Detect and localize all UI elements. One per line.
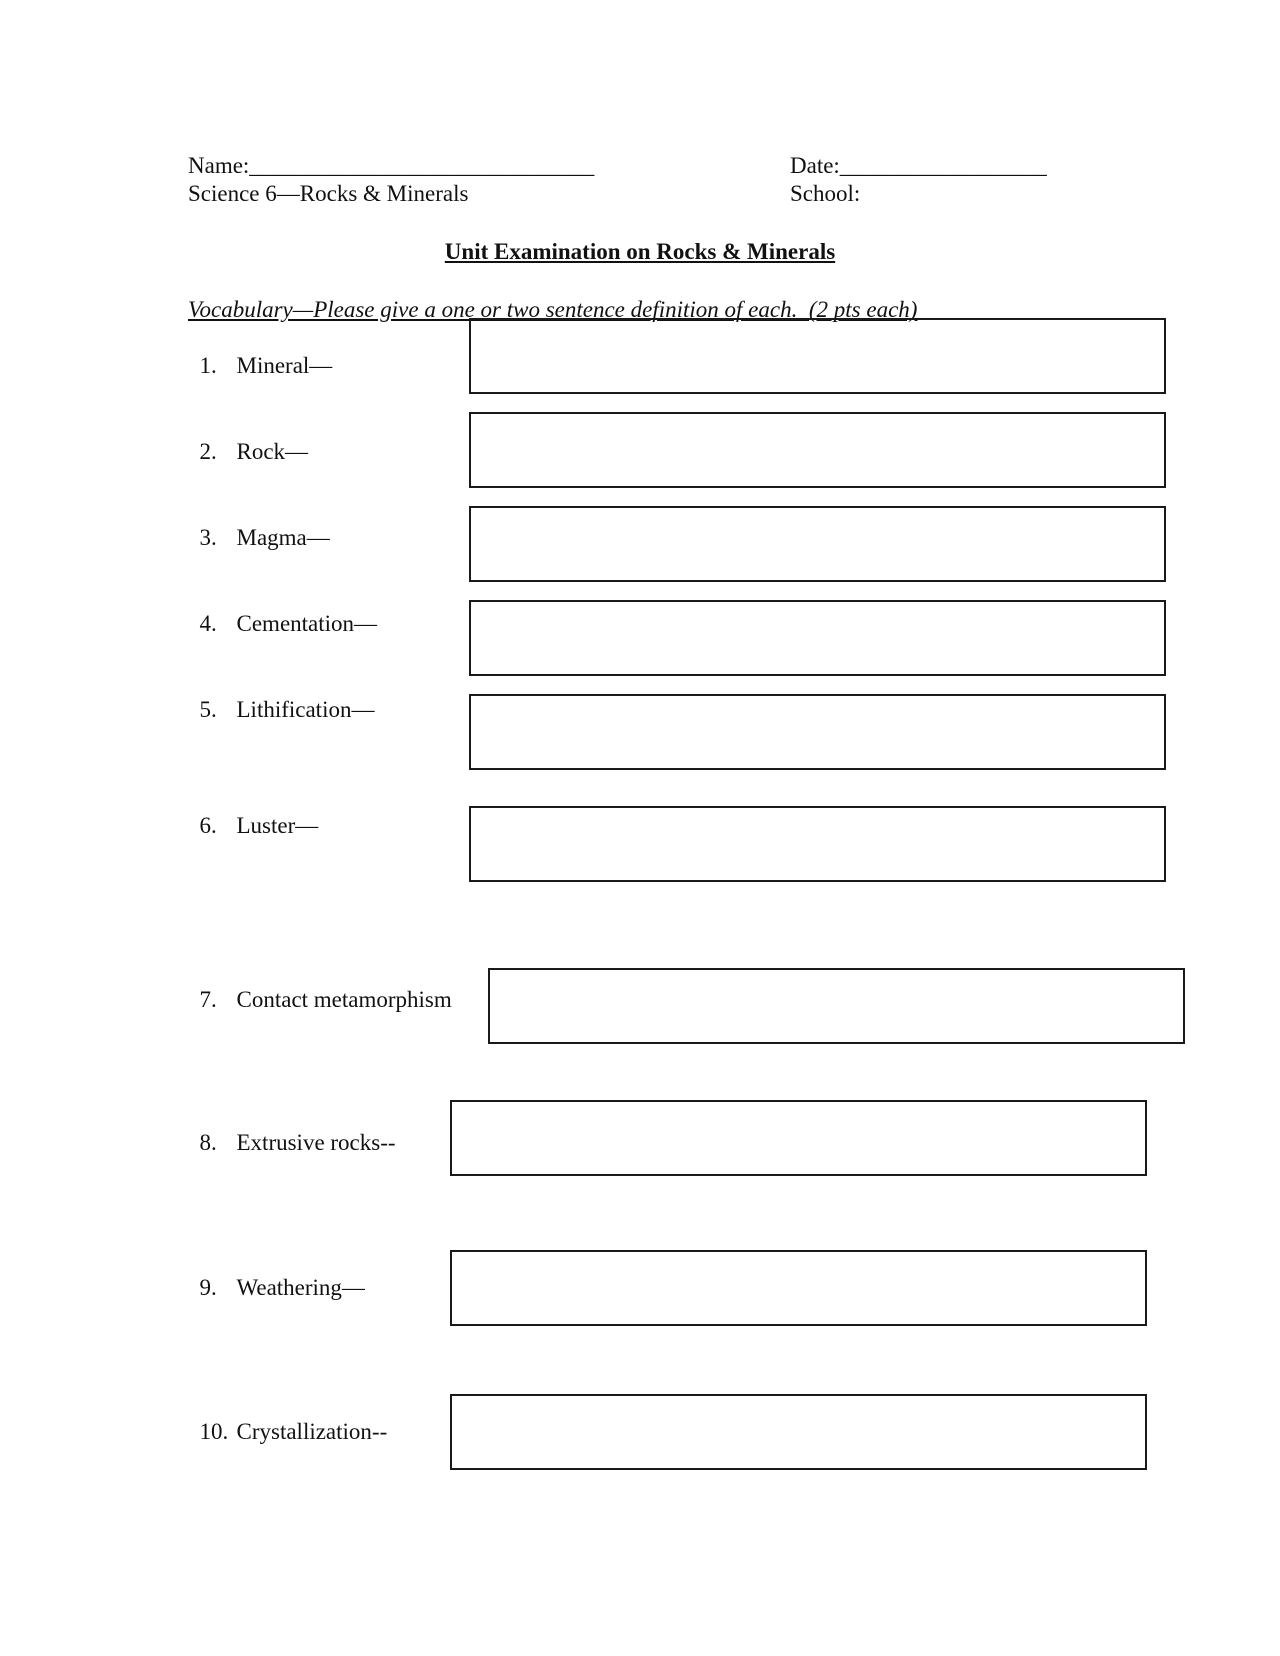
course-label: Science 6—Rocks & Minerals [188, 181, 469, 206]
question-4 [188, 582, 377, 638]
question-number: 1. [199, 353, 217, 378]
question-term: Lithification— [236, 697, 375, 722]
question-10 [188, 1390, 387, 1446]
answer-box-10[interactable] [450, 1394, 1147, 1470]
answer-box-2[interactable] [469, 412, 1166, 488]
question-term: Luster— [236, 813, 319, 838]
question-term: Rock— [236, 439, 309, 464]
question-number: 5. [199, 697, 217, 722]
answer-box-3[interactable] [469, 506, 1166, 582]
answer-box-4[interactable] [469, 600, 1166, 676]
question-number: 4. [199, 611, 217, 636]
question-term: Cementation— [236, 611, 378, 636]
question-term: Extrusive rocks-- [236, 1130, 396, 1155]
question-number: 7. [199, 987, 217, 1012]
question-number: 3. [199, 525, 217, 550]
question-6 [188, 784, 318, 840]
answer-box-6[interactable] [469, 806, 1166, 882]
question-9 [188, 1246, 365, 1302]
question-term: Magma— [236, 525, 330, 550]
question-number: 10. [199, 1419, 229, 1444]
question-8 [188, 1101, 396, 1157]
question-3 [188, 496, 330, 552]
question-term: Mineral— [236, 353, 333, 378]
question-number: 2. [199, 439, 217, 464]
question-7 [188, 958, 452, 1014]
question-number: 9. [199, 1275, 217, 1300]
date-line[interactable]: Date:__________________ [790, 153, 1047, 178]
answer-box-9[interactable] [450, 1250, 1147, 1326]
answer-box-1[interactable] [469, 318, 1166, 394]
school-label: School: [790, 181, 861, 206]
question-number: 6. [199, 813, 217, 838]
question-1 [188, 324, 332, 380]
page-title: Unit Examination on Rocks & Minerals [444, 239, 836, 264]
answer-box-7[interactable] [488, 968, 1185, 1044]
question-term: Contact metamorphism [236, 987, 452, 1012]
answer-box-8[interactable] [450, 1100, 1147, 1176]
question-2 [188, 410, 308, 466]
question-term: Weathering— [236, 1275, 365, 1300]
question-5 [188, 668, 374, 724]
name-line[interactable]: Name:______________________________ [188, 153, 595, 178]
vocabulary-instructions: Vocabulary—Please give a one or two sentence definition of each. (2 pts each) [188, 297, 918, 322]
question-number: 8. [199, 1130, 217, 1155]
question-term: Crystallization-- [236, 1419, 388, 1444]
answer-box-5[interactable] [469, 694, 1166, 770]
